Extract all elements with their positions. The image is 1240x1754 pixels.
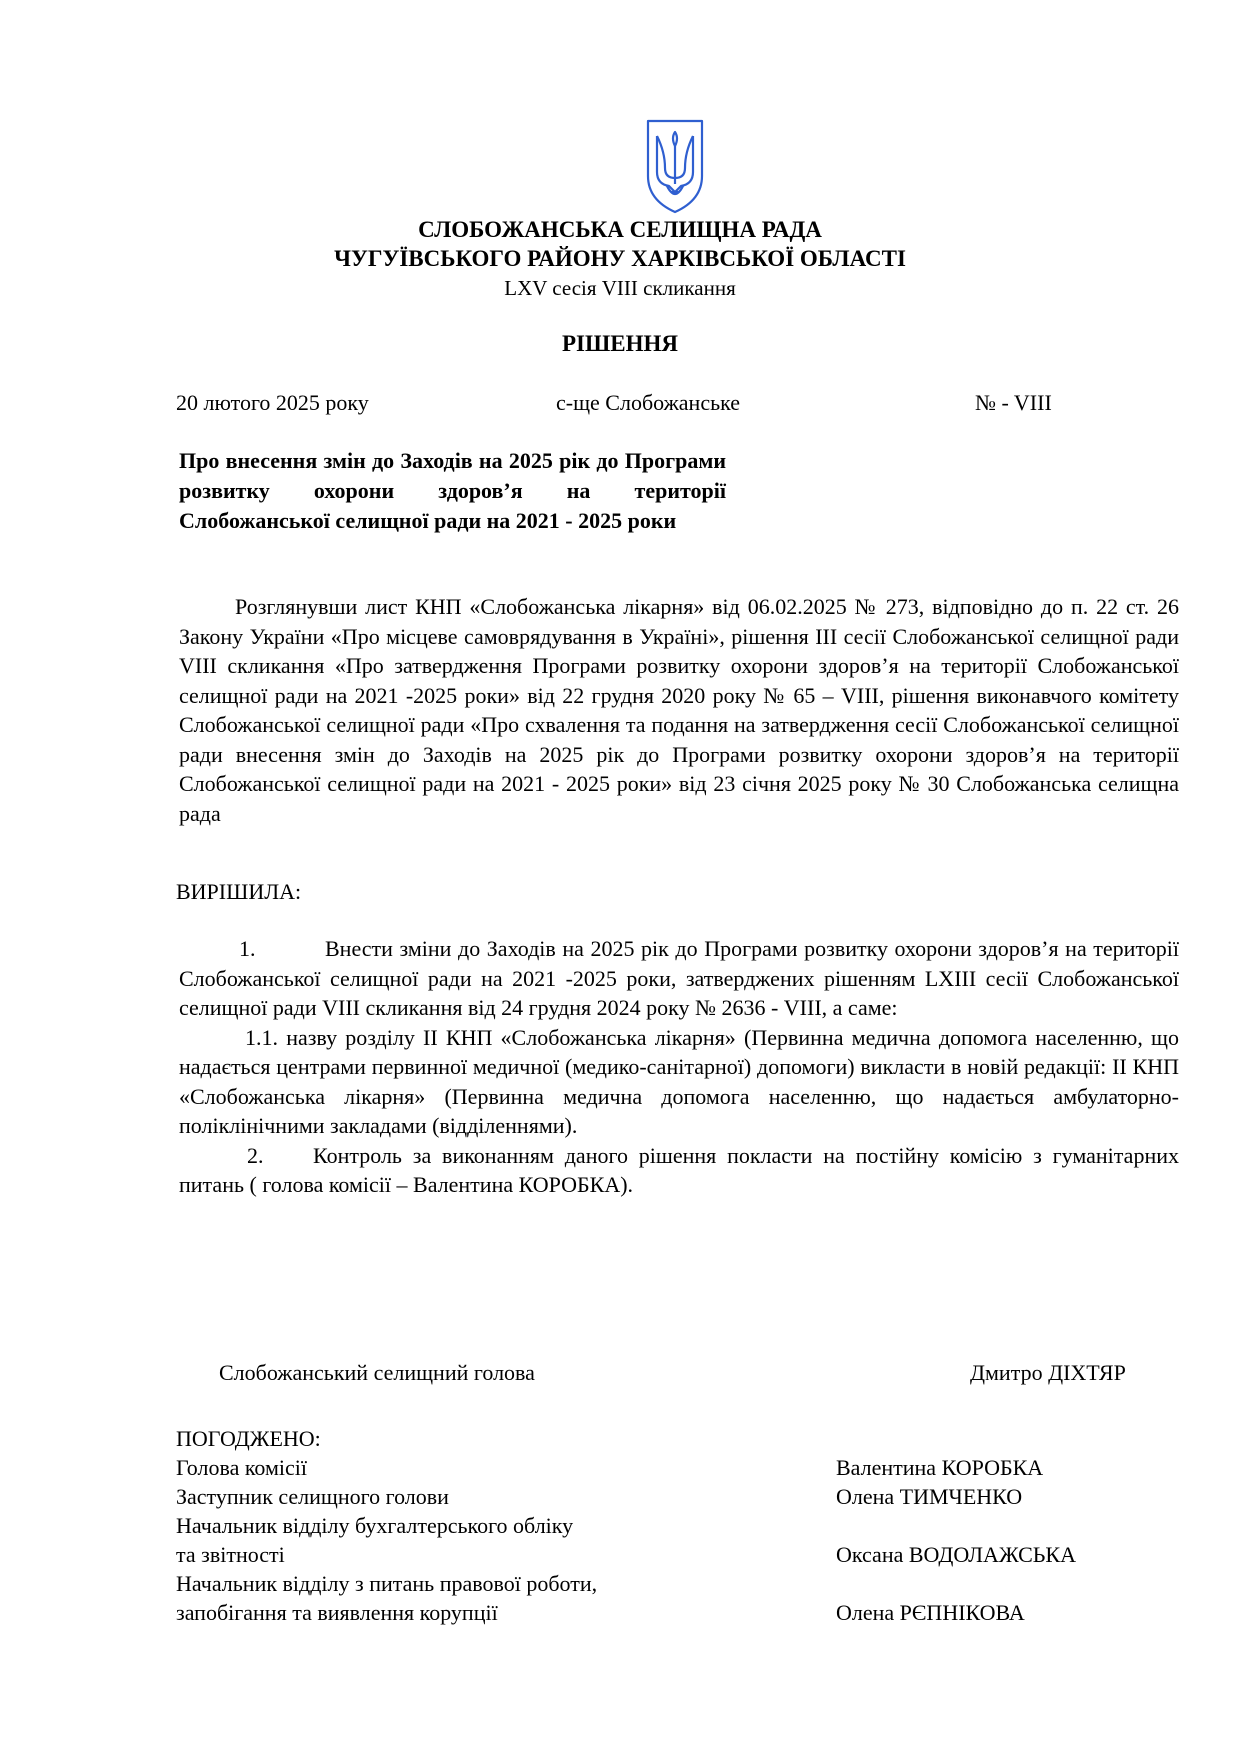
item-2 — [179, 1141, 1179, 1200]
approval-role: запобігання та виявлення корупції — [176, 1600, 498, 1625]
decision-place: с-ще Слобожанське — [556, 390, 741, 415]
approval-role: та звітності — [176, 1542, 285, 1567]
item-1-number: 1. — [239, 936, 256, 961]
signature-name: Дмитро ДІХТЯР — [970, 1360, 1126, 1385]
item-2-number: 2. — [247, 1142, 264, 1168]
preamble-paragraph — [179, 592, 1179, 828]
decided-heading: ВИРІШИЛА: — [176, 879, 302, 904]
council-name: СЛОБОЖАНСЬКА СЕЛИЩНА РАДА — [418, 217, 822, 242]
approval-role: Начальник відділу бухгалтерського обліку — [176, 1513, 574, 1538]
decision-items — [179, 934, 1179, 1200]
approval-role: Начальник відділу з питань правової роботи, — [176, 1571, 598, 1596]
approval-name: Оксана ВОДОЛАЖСЬКА — [836, 1542, 1076, 1567]
approvals-heading: ПОГОДЖЕНО: — [176, 1426, 321, 1451]
decision-date: 20 лютого 2025 року — [176, 390, 369, 415]
approval-role: Голова комісії — [176, 1455, 308, 1480]
item-1 — [179, 934, 1179, 1023]
district-name: ЧУГУЇВСЬКОГО РАЙОНУ ХАРКІВСЬКОЇ ОБЛАСТІ — [334, 246, 906, 271]
item-2-text: Контроль за виконанням даного рішення покласти на постійну комісію з гуманітарних питань ( голова комісії – Валентина КОРОБКА). — [179, 1142, 1179, 1197]
trident-emblem-icon — [645, 118, 705, 214]
approval-role: Заступник селищного голови — [176, 1484, 449, 1509]
approval-name: Олена РЄПНІКОВА — [836, 1600, 1025, 1625]
decision-subject: Про внесення змін до Заходів на 2025 рік до Програми розвитку охорони здоров’я на території Слобожанської селищної ради на 2021 - 2025 роки — [179, 448, 726, 533]
approval-name: Валентина КОРОБКА — [836, 1455, 1044, 1480]
decision-number: № - VIII — [975, 390, 1052, 415]
preamble-text: Розглянувши лист КНП «Слобожанська лікарня» від 06.02.2025 № 273, відповідно до п. 22 ст. 26 Закону України «Про місцеве самоврядування в Україні», рішення III сесії Слобожанської селищної ради VIII скликання «Про затвердження Програми розвитку охорони здоров’я на території Слобожанської селищної ради на 2021 -2025 роки» від 22 грудня 2020 року № 65 – VIII, рішення виконавчого комітету Слобожанської селищної ради «Про схвалення та подання на затвердження сесії Слобожанської селищної ради внесення змін до Заходів на 2025 рік до Програми розвитку охорони здоров’я на території Слобожанської селищної ради на 2021 - 2025 роки» від 23 січня 2025 року № 30 Слобожанська селищна рада — [179, 594, 1179, 826]
signature-title: Слобожанський селищний голова — [219, 1360, 535, 1385]
approval-name: Олена ТИМЧЕНКО — [836, 1484, 1023, 1509]
document-type: РІШЕННЯ — [562, 331, 678, 356]
session-line: LXV сесія VIII скликання — [504, 276, 736, 300]
item-1-text: Внести зміни до Заходів на 2025 рік до Програми розвитку охорони здоров’я на території Слобожанської селищної ради на 2021 -2025 роки, затверджених рішенням LXIII сесії Слобожанської селищної ради VIII скликання від 24 грудня 2024 року № 2636 - VIII, а саме: — [179, 936, 1179, 1020]
item-1-1: 1.1. назву розділу ІІ КНП «Слобожанська лікарня» (Первинна медична допомога населенню, що надається центрами первинної медичної (медико-санітарної) допомоги) викласти в новій редакції: ІІ КНП «Слобожанська лікарня» (Первинна медична допомога населенню, що надається амбулаторно-поліклінічними закладами (відділеннями). — [179, 1024, 1179, 1138]
